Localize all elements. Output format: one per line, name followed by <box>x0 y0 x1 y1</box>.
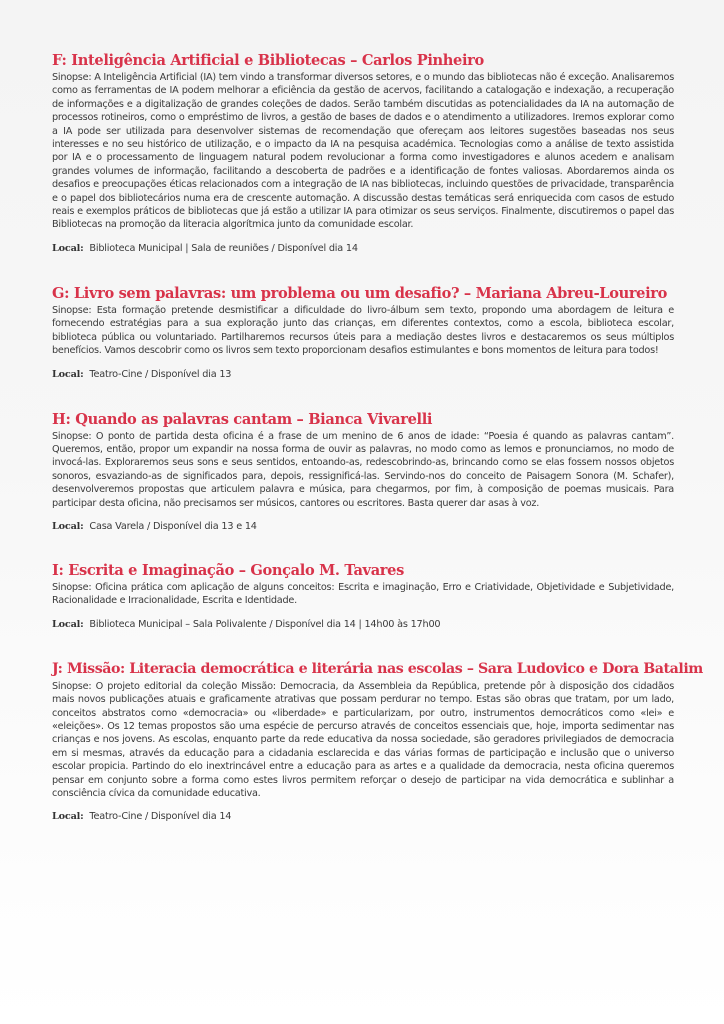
location-value: Teatro-Cine / Disponível dia 13 <box>89 368 232 380</box>
workshop-title: F: Inteligência Artificial e Bibliotecas – Carlos Pinheiro <box>52 52 484 69</box>
workshop-title: H: Quando as palavras cantam – Bianca Vivarelli <box>52 410 433 428</box>
workshop-section-h <box>52 411 674 533</box>
location-label: Local: <box>52 811 84 823</box>
workshop-synopsis: Sinopse: Oficina prática com aplicação de alguns conceitos: Escrita e imaginação, Erro e Criatividade, Objetividade e Subjetividade, Racionalidade e Irracionalidade, Escrita e Identidade. <box>52 581 674 607</box>
workshop-location <box>52 368 674 381</box>
workshop-section-i <box>52 562 674 631</box>
workshop-title: G: Livro sem palavras: um problema ou um desafio? – Mariana Abreu-Loureiro <box>52 284 668 302</box>
workshop-synopsis: Sinopse: Esta formação pretende desmistificar a dificuldade do livro-álbum sem texto, propondo uma abordagem de leitura e fornecendo estratégias para a sua exploração junto das crianças, em diferentes contextos, como a escola, biblioteca escolar, biblioteca pública ou voluntariado. Partilharemos recursos úteis para a mediação destes livros e destacaremos os seus múltiplos benefícios. Vamos descobrir como os livros sem texto proporcionam desafios estimulantes e bons momentos de leitura para todos! <box>52 304 674 357</box>
workshop-location <box>52 520 674 533</box>
location-label: Local: <box>52 368 84 380</box>
workshop-location <box>52 618 674 631</box>
location-value: Casa Varela / Disponível dia 13 e 14 <box>89 520 257 532</box>
workshop-list <box>52 52 703 853</box>
workshop-location <box>52 242 674 255</box>
workshop-synopsis: Sinopse: O projeto editorial da coleção Missão: Democracia, da Assembleia da República, pretende pôr à disposição dos cidadãos mais novos publicações atuais e graficamente atrativas que possam perdurar no tempo. Estas são obras que tratam, por um lado, conceitos abstratos como «democracia» ou «liberdade» e particularizam, por outro, instrumentos democráticos como «lei» e «eleições». Os 12 temas propostos são uma espécie de percurso através de conceitos essenciais que, hoje, importa sedimentar nas crianças e nos jovens. As escolas, enquanto parte da rede educativa da nossa sociedade, são geradores privilegiados de democracia em si mesmas, através da educação para a cidadania esclarecida e das várias formas de participação e inclusão que o universo escolar propicia. Partindo do elo inextrincável entre a educação para as artes e a qualidade da democracia, nesta oficina queremos pensar em conjunto sobre a forma como estes livros permitem reforçar o desejo de participar na vida democrática e sublinhar a consciência cívica da comunidade educativa. <box>52 680 674 799</box>
location-label: Local: <box>52 242 84 254</box>
workshop-section-g <box>52 285 674 381</box>
location-label: Local: <box>52 520 84 532</box>
workshop-synopsis: Sinopse: A Inteligência Artificial (IA) tem vindo a transformar diversos setores, e o mundo das bibliotecas não é exceção. Analisaremos como as ferramentas de IA podem melhorar a eficiência da gestão de acervos, facilitando a catalogação e indexação, a recuperação de informações e a digitalização de grandes coleções de dados. Serão também discutidas as potencialidades da IA na automação de processos rotineiros, como o empréstimo de livros, a gestão de bases de dados e o atendimento a utilizadores. Iremos explorar como a IA pode ser utilizada para desenvolver sistemas de recomendação que ofereçam aos leitores sugestões baseadas nos seus interesses e no seu histórico de utilização, e o impacto da IA na pesquisa académica. Tecnologias como a análise de texto assistida por IA e o processamento de linguagem natural podem revolucionar a forma como investigadores e alunos acedem e analisam grandes volumes de informação, facilitando a descoberta de padrões e a identificação de fontes valiosas. Abordaremos ainda os desafios e preocupações éticas relacionados com a integração de IA nas bibliotecas, incluindo questões de privacidade, transparência e o papel dos bibliotecários numa era de crescente automação. A discussão destas temáticas será enriquecida com casos de estudo reais e exemplos práticos de bibliotecas que já estão a utilizar IA para otimizar os seus serviços. Finalmente, discutiremos o papel das Bibliotecas na promoção da literacia algorítmica junto da comunidade escolar. <box>52 72 674 231</box>
location-label: Local: <box>52 618 84 630</box>
location-value: Biblioteca Municipal | Sala de reuniões / Disponível dia 14 <box>89 242 358 254</box>
location-value: Biblioteca Municipal – Sala Polivalente / Disponível dia 14 | 14h00 às 17h00 <box>89 618 441 630</box>
workshop-title: I: Escrita e Imaginação – Gonçalo M. Tavares <box>52 561 404 579</box>
workshop-section-f <box>52 52 674 255</box>
workshop-location <box>52 810 674 823</box>
workshop-title: J: Missão: Literacia democrática e literária nas escolas – Sara Ludovico e Dora Batalim <box>52 660 703 677</box>
workshop-synopsis: Sinopse: O ponto de partida desta oficina é a frase de um menino de 6 anos de idade: “Poesia é quando as palavras cantam”. Queremos, então, propor um expandir na nossa forma de ouvir as palavras, no modo como as lemos e pronunciamos, no modo de invocá-las. Exploraremos seus sons e seus sentidos, entoando-as, redescobrindo-as, brincando como se elas fossem nossos objetos sonoros, esvaziando-as de significados para, depois, ressignificá-las. Servindo-nos do conceito de Paisagem Sonora (M. Schafer), desenvolveremos propostas que articulem palavra e música, para chegarmos, por fim, à composição de poemas musicais. Para participar desta oficina, não precisamos ser músicos, cantores ou escritores. Basta querer dar asas à voz. <box>52 430 674 509</box>
location-value: Teatro-Cine / Disponível dia 14 <box>89 811 232 823</box>
workshop-section-j <box>52 660 703 824</box>
